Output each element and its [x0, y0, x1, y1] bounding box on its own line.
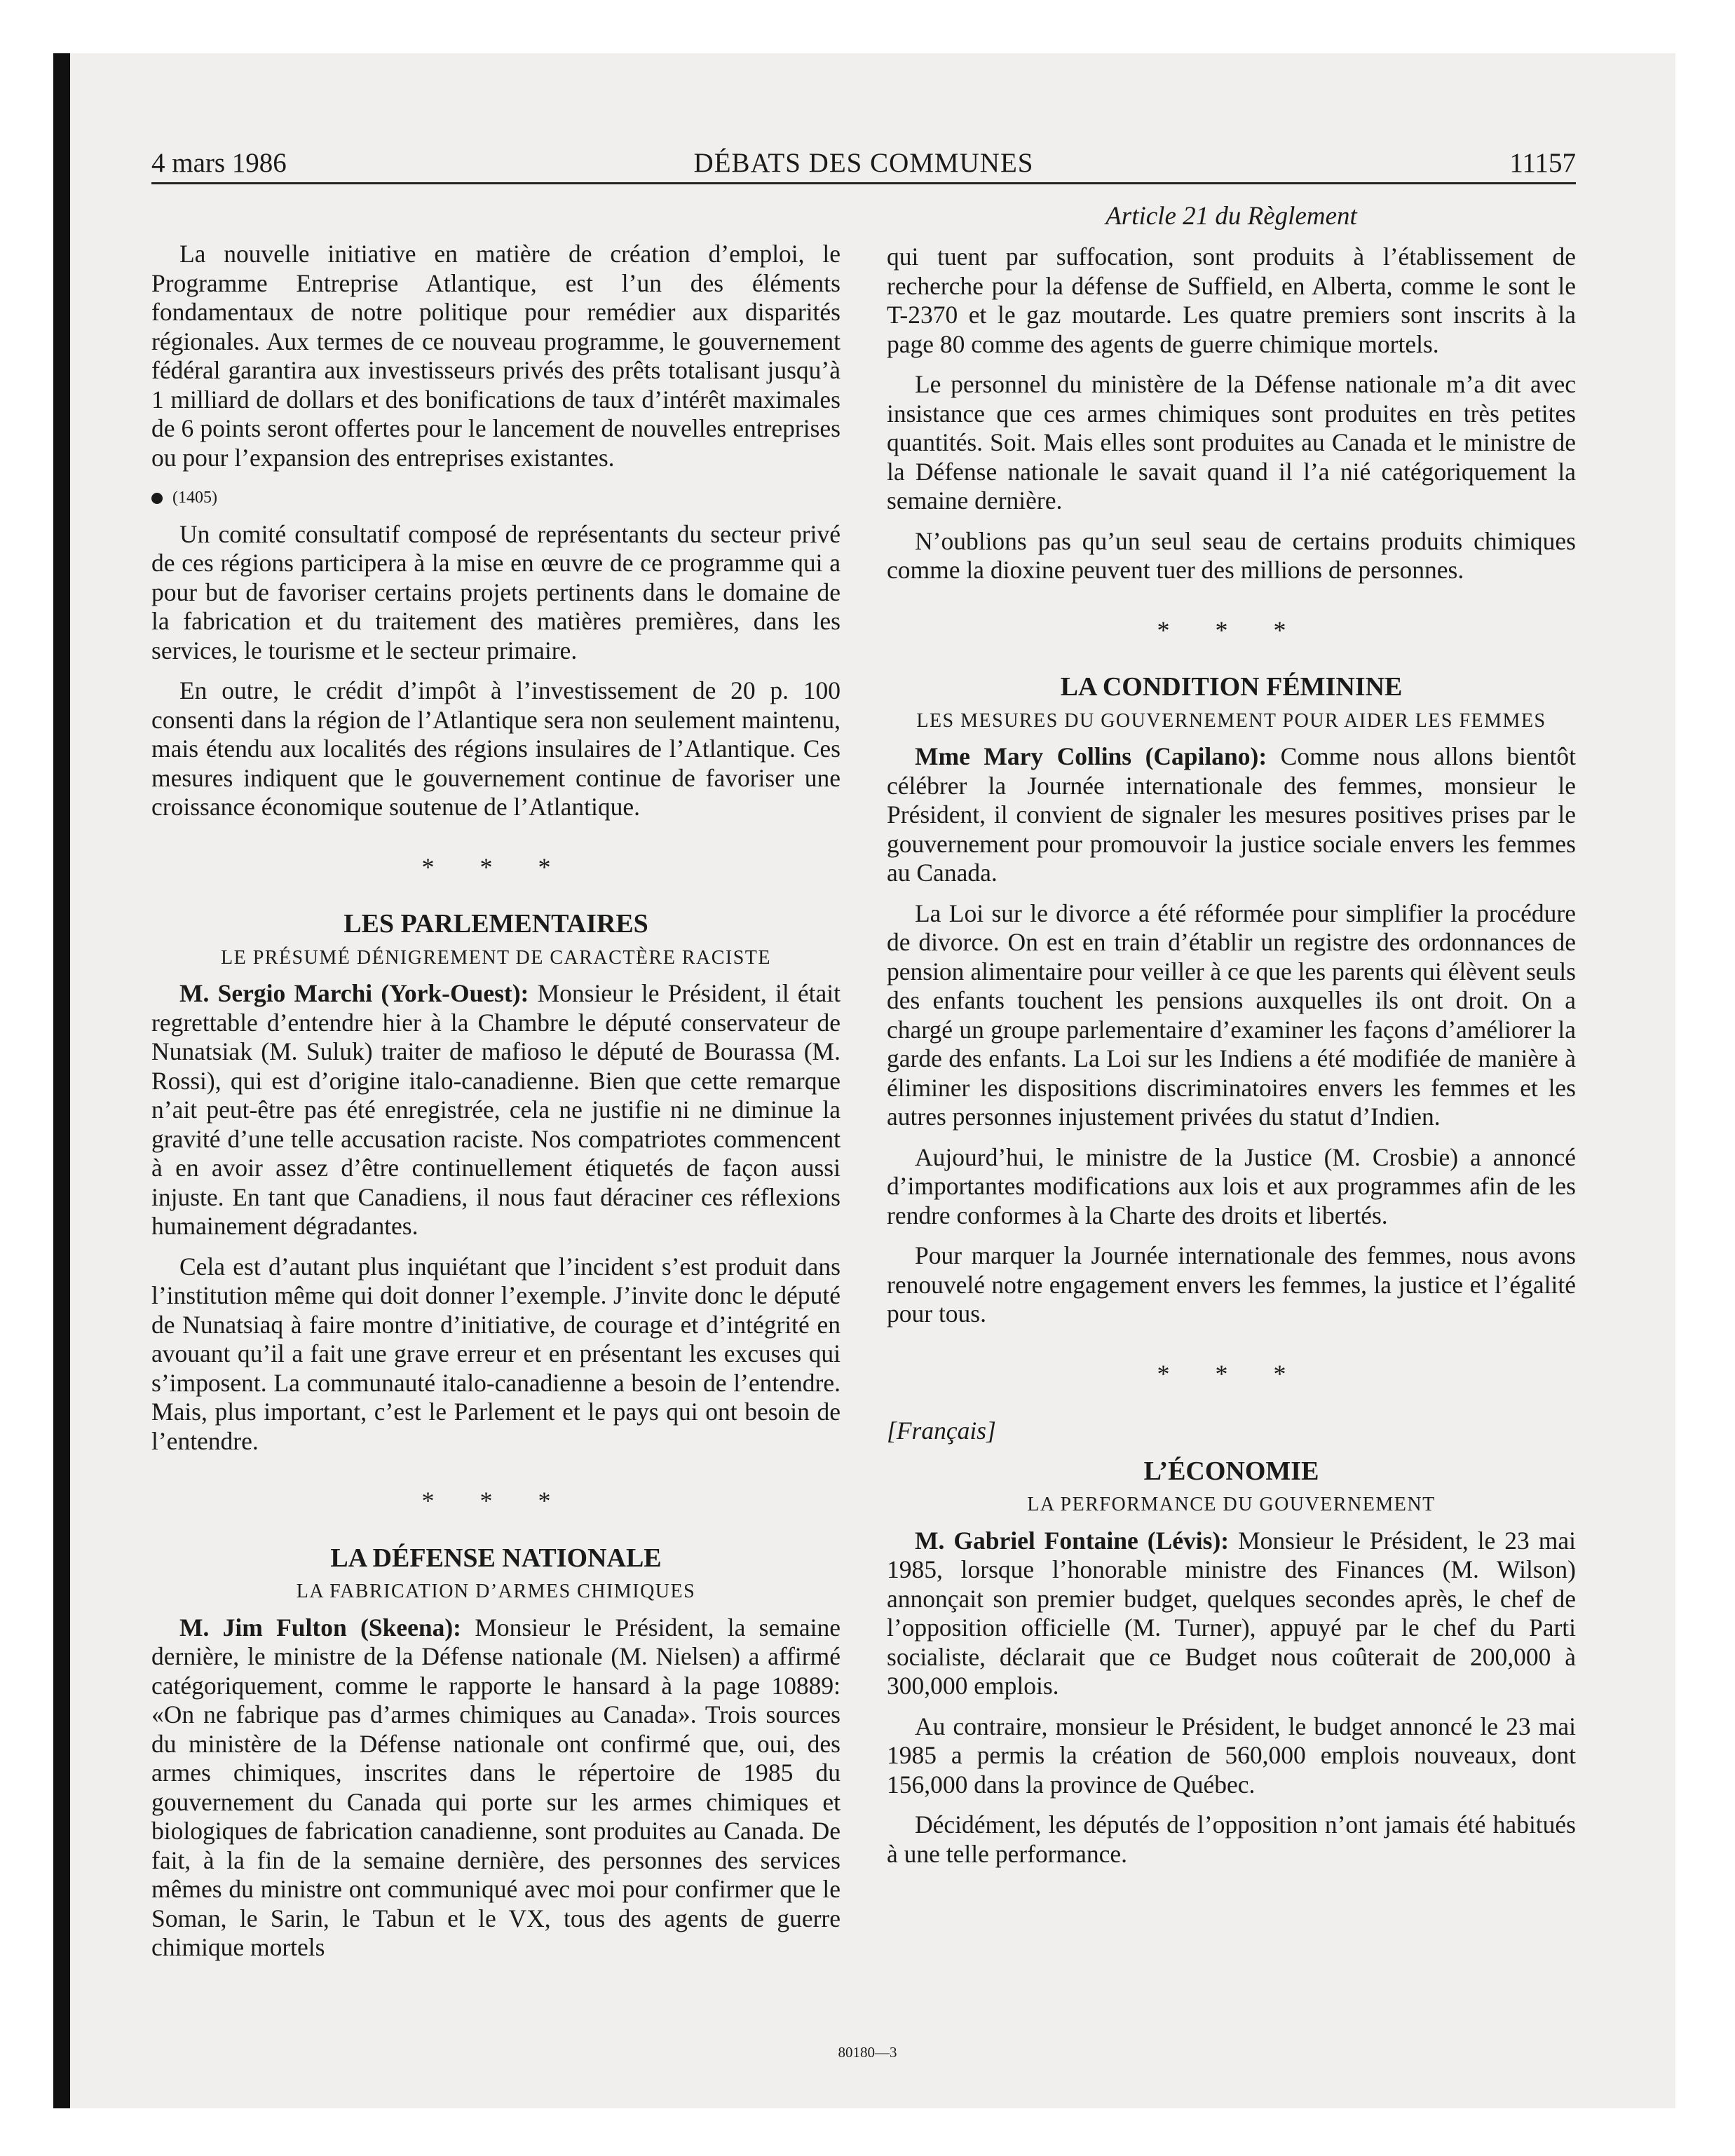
paragraph: Le personnel du ministère de la Défense nationale m’a dit avec insistance que ces armes chimiques sont produites en très petites quantités. Soit. Mais elles sont produites au Canada et le ministre de la Défense nationale le savait quand il l’a nié catégoriquement la semaine dernière.	[887, 370, 1576, 514]
paragraph: Pour marquer la Journée internationale des femmes, nous avons renouvelé notre engagement envers les femmes, la justice et l’égalité pour tous.	[887, 1241, 1576, 1328]
speech-text: Monsieur le Président, il était regrettable d’entendre hier à la Chambre le député conservateur de Nunatsiak (M. Suluk) traiter de mafioso le député de Bourassa (M. Rossi), qui est d’origine italo-canadienne. Bien que cette remarque n’ait peut-être pas été enregistrée, cela ne justifie ni ne diminue la gravité d’une telle accusation raciste. Nos compatriotes commencent à en avoir assez d’être continuellement étiquetés de façon aussi injuste. En tant que Canadiens, il nous faut déraciner ces réflexions humainement dégradantes.	[151, 979, 841, 1240]
paragraph: La nouvelle initiative en matière de création d’emploi, le Programme Entreprise Atlantique, est l’un des éléments fondamentaux de notre politique pour remédier aux disparités régionales. Aux termes de ce nouveau programme, le gouvernement fédéral garantira aux investisseurs privés des prêts totalisant jusqu’à 1 milliard de dollars et des bonifications de taux d’intérêt maximales de 6 points seront offertes pour le lancement de nouvelles entreprises ou pour l’expansion des entreprises existantes.	[151, 240, 841, 472]
language-marker: [Français]	[887, 1417, 996, 1445]
scan-edge	[53, 53, 70, 2108]
section-separator: * * *	[1157, 1359, 1306, 1388]
speech-text: Monsieur le Président, le 23 mai 1985, lorsque l’honorable ministre des Finances (M. Wilson) annonçait son premier budget, quelques secondes après, le chef de l’opposition officielle (M. Turner), appuyé par le chef du Parti socialiste, déclarait que ce Budget nous coûterait de 200,000 à 300,000 emplois.	[887, 1526, 1577, 1700]
section-separator: * * *	[1157, 615, 1306, 644]
section-subheader: Article 21 du Règlement	[1105, 202, 1357, 231]
paragraph: En outre, le crédit d’impôt à l’investissement de 20 p. 100 consenti dans la région de l’Atlantique sera non seulement maintenu, mais étendu aux localités des régions insulaires de l’Atlantique. Ces mesures indiquent que le gouvernement continue de favoriser une croissance économique soutenue de l’Atlantique.	[151, 676, 841, 821]
speech-paragraph	[151, 979, 841, 1241]
section-heading: LES PARLEMENTAIRES	[343, 909, 648, 939]
section-subheading: LA FABRICATION D’ARMES CHIMIQUES	[296, 1581, 696, 1602]
speech-text: Monsieur le Président, la semaine dernière, le ministre de la Défense nationale (M. Nielsen) a affirmé catégoriquement, comme le rapporte le hansard à la page 10889: «On ne fabrique pas d’armes chimiques au Canada». Trois sources du ministère de la Défense nationale ont confirmé que, oui, des armes chimiques, inscrites dans le répertoire de 1985 du gouvernement du Canada qui porte sur les armes chimiques et biologiques de fabrication canadienne, sont produites au Canada. De fait, à la fin de la semaine dernière, des personnes des services mêmes du ministre ont communiqué avec moi pour confirmer que le Soman, le Sarin, le Tabun et le VX, tous des agents de guerre chimique mortels	[151, 1613, 841, 1961]
speaker-name: M. Sergio Marchi (York-Ouest):	[179, 979, 529, 1007]
paragraph: Un comité consultatif composé de représentants du secteur privé de ces régions participera à la mise en œuvre de ce programme qui a pour but de favoriser certains projets pertinents dans le domaine de la fabrication et du traitement des matières premières, dans les services, le tourisme et le secteur primaire.	[151, 519, 841, 664]
section-heading: L’ÉCONOMIE	[1143, 1456, 1319, 1486]
section-subheading: LES MESURES DU GOUVERNEMENT POUR AIDER LES FEMMES	[916, 709, 1546, 732]
paragraph: Aujourd’hui, le ministre de la Justice (M. Crosbie) a annoncé d’importantes modifications aux lois et aux programmes afin de les rendre conformes à la Charte des droits et libertés.	[887, 1142, 1576, 1229]
speaker-name: Mme Mary Collins (Capilano):	[915, 742, 1267, 770]
section-separator: * * *	[421, 852, 571, 881]
running-header	[151, 144, 1576, 184]
paragraph: Décidément, les députés de l’opposition n’ont jamais été habitués à une telle performance.	[887, 1810, 1576, 1868]
time-marker	[151, 484, 841, 513]
paragraph: Cela est d’autant plus inquiétant que l’incident s’est produit dans l’institution même qui doit donner l’exemple. J’invite donc le député de Nunatsiaq à faire montre d’initiative, de courage et d’intégrité en avouant qu’il a fait une grave erreur et en présentant les excuses qui s’imposent. La communauté italo-canadienne a besoin de l’entendre. Mais, plus important, c’est le Parlement et le pays qui ont besoin de l’entendre.	[151, 1252, 841, 1455]
header-date: 4 mars 1986	[151, 148, 287, 178]
paragraph: N’oublions pas qu’un seul seau de certains produits chimiques comme la dioxine peuvent tuer des millions de personnes.	[887, 526, 1576, 584]
bullet-icon	[151, 493, 163, 504]
section-separator: * * *	[421, 1487, 571, 1515]
speech-text: Comme nous allons bientôt célébrer la Journée internationale des femmes, monsieur le Président, il convient de signaler les mesures positives prises par le gouvernement pour promouvoir la justice sociale envers les femmes au Canada.	[887, 742, 1576, 887]
paragraph: qui tuent par suffocation, sont produits à l’établissement de recherche pour la défense de Suffield, en Alberta, comme le sont le T-2370 et le gaz moutarde. Les quatre premiers sont inscrits à la page 80 comme des agents de guerre chimique mortels.	[887, 243, 1576, 358]
section-heading: LA DÉFENSE NATIONALE	[330, 1543, 662, 1573]
paragraph: La Loi sur le divorce a été réformée pour simplifier la procédure de divorce. On est en train d’établir un registre des ordonnances de pension alimentaire pour veiller à ce que les parents qui élèvent seuls des enfants touchent les pensions auxquelles ils ont droit. On a chargé un groupe parlementaire d’examiner les façons d’améliorer la garde des enfants. La Loi sur les Indiens a été modifiée de manière à éliminer les dispositions discriminatoires envers les femmes et les autres personnes injustement privées du statut d’Indien.	[887, 899, 1576, 1131]
section-subheading: LE PRÉSUMÉ DÉNIGREMENT DE CARACTÈRE RACISTE	[221, 946, 771, 969]
right-column	[887, 243, 1576, 1880]
paragraph: Au contraire, monsieur le Président, le budget annoncé le 23 mai 1985 a permis la création de 560,000 emplois nouveaux, dont 156,000 dans la province de Québec.	[887, 1712, 1576, 1799]
time-stamp: (1405)	[172, 489, 217, 507]
left-column	[151, 240, 841, 1974]
header-title: DÉBATS DES COMMUNES	[693, 148, 1034, 178]
header-page-number: 11157	[1509, 148, 1576, 178]
page-footer-code: 80180—3	[838, 2044, 897, 2061]
speech-paragraph	[151, 1613, 841, 1963]
section-heading: LA CONDITION FÉMININE	[1060, 672, 1403, 702]
speaker-name: M. Jim Fulton (Skeena):	[179, 1613, 461, 1642]
speech-paragraph	[887, 742, 1576, 888]
section-subheading: LA PERFORMANCE DU GOUVERNEMENT	[1027, 1494, 1436, 1515]
speaker-name: M. Gabriel Fontaine (Lévis):	[915, 1526, 1230, 1555]
speech-paragraph	[887, 1527, 1576, 1701]
